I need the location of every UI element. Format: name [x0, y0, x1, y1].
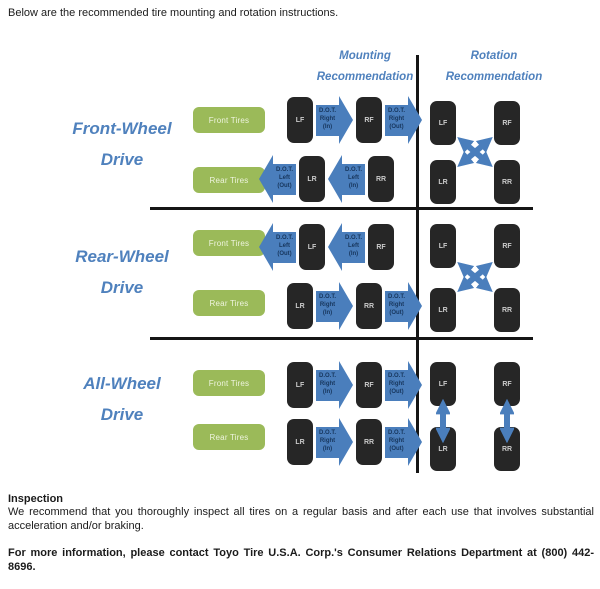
inspection-body: We recommend that you thoroughly inspect all tires on a regular basis and after each use that involves substantial acceleration and/or braking. — [8, 506, 594, 532]
dot-left-out-arrow-icon — [259, 155, 296, 203]
arrow-label-line: Right — [319, 438, 336, 445]
rear-tires-badge: Rear Tires — [193, 424, 265, 450]
arrow-label-line: D.O.T. — [275, 167, 293, 174]
mounting-column-header — [295, 46, 435, 88]
tire-lf: LF — [430, 101, 456, 145]
arrow-label — [385, 291, 408, 322]
arrow-label-line: D.O.T. — [387, 108, 405, 115]
tire-rf: RF — [356, 362, 382, 408]
mounting-header-line2: Recommendation — [316, 71, 414, 83]
arrow-head — [408, 361, 422, 409]
arrow-label — [342, 232, 365, 263]
tire-rr: RR — [368, 156, 394, 202]
tire-rf: RF — [494, 224, 520, 268]
tire-lf: LF — [287, 97, 313, 143]
arrow-label-line: Right — [388, 116, 405, 123]
arrow-label-line: (Out) — [389, 445, 404, 452]
arrow-label — [316, 370, 339, 401]
dot-right-in-arrow-icon — [316, 96, 353, 144]
arrow-head — [339, 282, 353, 330]
arrow-head — [339, 418, 353, 466]
arrow-head — [408, 96, 422, 144]
tire-lf: LF — [299, 224, 325, 270]
dot-left-in-arrow-icon — [328, 155, 365, 203]
arrow-head — [328, 155, 342, 203]
front-tires-badge: Front Tires — [193, 370, 265, 396]
dot-right-out-arrow-icon — [385, 282, 422, 330]
cross-rotation-icon — [448, 255, 502, 299]
arrow-label — [342, 164, 365, 195]
mounting-header-line1: Mounting — [339, 50, 391, 62]
arrow-label-line: Right — [388, 381, 405, 388]
arrow-label — [316, 291, 339, 322]
title-line: Rear-Wheel — [75, 247, 169, 266]
arrow-label-line: D.O.T. — [318, 294, 336, 301]
tire-lr: LR — [430, 427, 456, 471]
arrow-label — [385, 370, 408, 401]
front-to-back-rotation-icon — [436, 392, 450, 450]
arrow-label-line: D.O.T. — [344, 235, 362, 242]
arrow-label-line: (Out) — [389, 388, 404, 395]
title-line: All-Wheel — [83, 374, 161, 393]
cross-rotation-icon — [448, 130, 502, 174]
dot-right-in-arrow-icon — [316, 361, 353, 409]
front-tires-badge: Front Tires — [193, 230, 265, 256]
arrow-head — [328, 223, 342, 271]
arrow-label — [273, 232, 296, 263]
rear-tires-badge: Rear Tires — [193, 167, 265, 193]
arrow-label-line: (In) — [348, 182, 359, 189]
section-title-all-wheel-drive — [47, 368, 197, 430]
inspection-heading: Inspection — [8, 493, 64, 505]
arrow-label-line: D.O.T. — [344, 167, 362, 174]
mounting-row-rwd-front — [259, 223, 394, 271]
rear-tires-badge: Rear Tires — [193, 290, 265, 316]
tire-rr: RR — [356, 419, 382, 465]
tire-rf: RF — [494, 101, 520, 145]
arrow-label-line: (Out) — [277, 250, 292, 257]
arrow-label-line: Right — [388, 302, 405, 309]
dot-right-out-arrow-icon — [385, 96, 422, 144]
tire-lf: LF — [430, 224, 456, 268]
tire-rr: RR — [494, 427, 520, 471]
arrow-label-line: Left — [348, 243, 359, 250]
tire-rr: RR — [494, 288, 520, 332]
arrow-label — [273, 164, 296, 195]
arrow-label-line: D.O.T. — [387, 373, 405, 380]
front-tires-badge: Front Tires — [193, 107, 265, 133]
section-divider-line — [150, 207, 533, 210]
arrow-label-line: (In) — [322, 309, 333, 316]
arrow-label — [316, 427, 339, 458]
tire-lr: LR — [287, 283, 313, 329]
tire-rf: RF — [368, 224, 394, 270]
section-title-rear-wheel-drive — [47, 241, 197, 303]
arrow-label — [316, 105, 339, 136]
tire-rf: RF — [494, 362, 520, 406]
arrow-head — [259, 155, 273, 203]
title-line: Drive — [100, 278, 144, 297]
dot-right-out-arrow-icon — [385, 361, 422, 409]
rotation-column-header — [424, 46, 564, 88]
arrow-head — [339, 96, 353, 144]
arrow-head — [339, 361, 353, 409]
tire-rf: RF — [356, 97, 382, 143]
arrow-head — [259, 223, 273, 271]
contact-info: For more information, please contact Toyo Tire U.S.A. Corp.'s Consumer Relations Department at (800) 442-8696. — [8, 547, 594, 573]
mounting-row-awd-rear — [287, 418, 422, 466]
arrow-label — [385, 427, 408, 458]
arrow-label-line: D.O.T. — [318, 108, 336, 115]
arrow-label-line: D.O.T. — [387, 294, 405, 301]
arrow-label-line: D.O.T. — [318, 430, 336, 437]
arrow-label-line: Left — [279, 243, 290, 250]
arrow-label-line: D.O.T. — [387, 430, 405, 437]
dot-right-in-arrow-icon — [316, 282, 353, 330]
intro-text: Below are the recommended tire mounting and rotation instructions. — [8, 7, 339, 19]
tire-lr: LR — [299, 156, 325, 202]
arrow-label-line: (In) — [348, 250, 359, 257]
arrow-label-line: Left — [279, 175, 290, 182]
arrow-head — [408, 282, 422, 330]
mounting-row-fwd-front — [287, 96, 422, 144]
arrow-label-line: Right — [319, 302, 336, 309]
tire-lr: LR — [430, 288, 456, 332]
mounting-row-awd-front — [287, 361, 422, 409]
rotation-header-line2: Recommendation — [445, 71, 543, 83]
arrow-label — [385, 105, 408, 136]
arrow-head — [408, 418, 422, 466]
arrow-label-line: Right — [388, 438, 405, 445]
arrow-label-line: (In) — [322, 123, 333, 130]
tire-lr: LR — [430, 160, 456, 204]
arrow-label-line: Left — [348, 175, 359, 182]
tire-lr: LR — [287, 419, 313, 465]
arrow-label-line: (Out) — [277, 182, 292, 189]
front-to-back-rotation-icon — [500, 392, 514, 450]
arrow-label-line: D.O.T. — [318, 373, 336, 380]
tire-lf: LF — [430, 362, 456, 406]
tire-lf: LF — [287, 362, 313, 408]
dot-right-out-arrow-icon — [385, 418, 422, 466]
arrow-label-line: (Out) — [389, 309, 404, 316]
dot-left-out-arrow-icon — [259, 223, 296, 271]
dot-left-in-arrow-icon — [328, 223, 365, 271]
arrow-label-line: Right — [319, 381, 336, 388]
rotation-header-line1: Rotation — [470, 50, 518, 62]
title-line: Drive — [100, 150, 144, 169]
mounting-row-fwd-rear — [259, 155, 394, 203]
arrow-label-line: (Out) — [389, 123, 404, 130]
tire-rr: RR — [494, 160, 520, 204]
arrow-label-line: D.O.T. — [275, 235, 293, 242]
mounting-row-rwd-rear — [287, 282, 422, 330]
section-divider-line — [150, 337, 533, 340]
arrow-label-line: (In) — [322, 388, 333, 395]
title-line: Front-Wheel — [72, 119, 172, 138]
section-title-front-wheel-drive — [47, 113, 197, 175]
dot-right-in-arrow-icon — [316, 418, 353, 466]
tire-rr: RR — [356, 283, 382, 329]
footer-text-block — [8, 493, 594, 574]
title-line: Drive — [100, 405, 144, 424]
arrow-label-line: (In) — [322, 445, 333, 452]
arrow-label-line: Right — [319, 116, 336, 123]
